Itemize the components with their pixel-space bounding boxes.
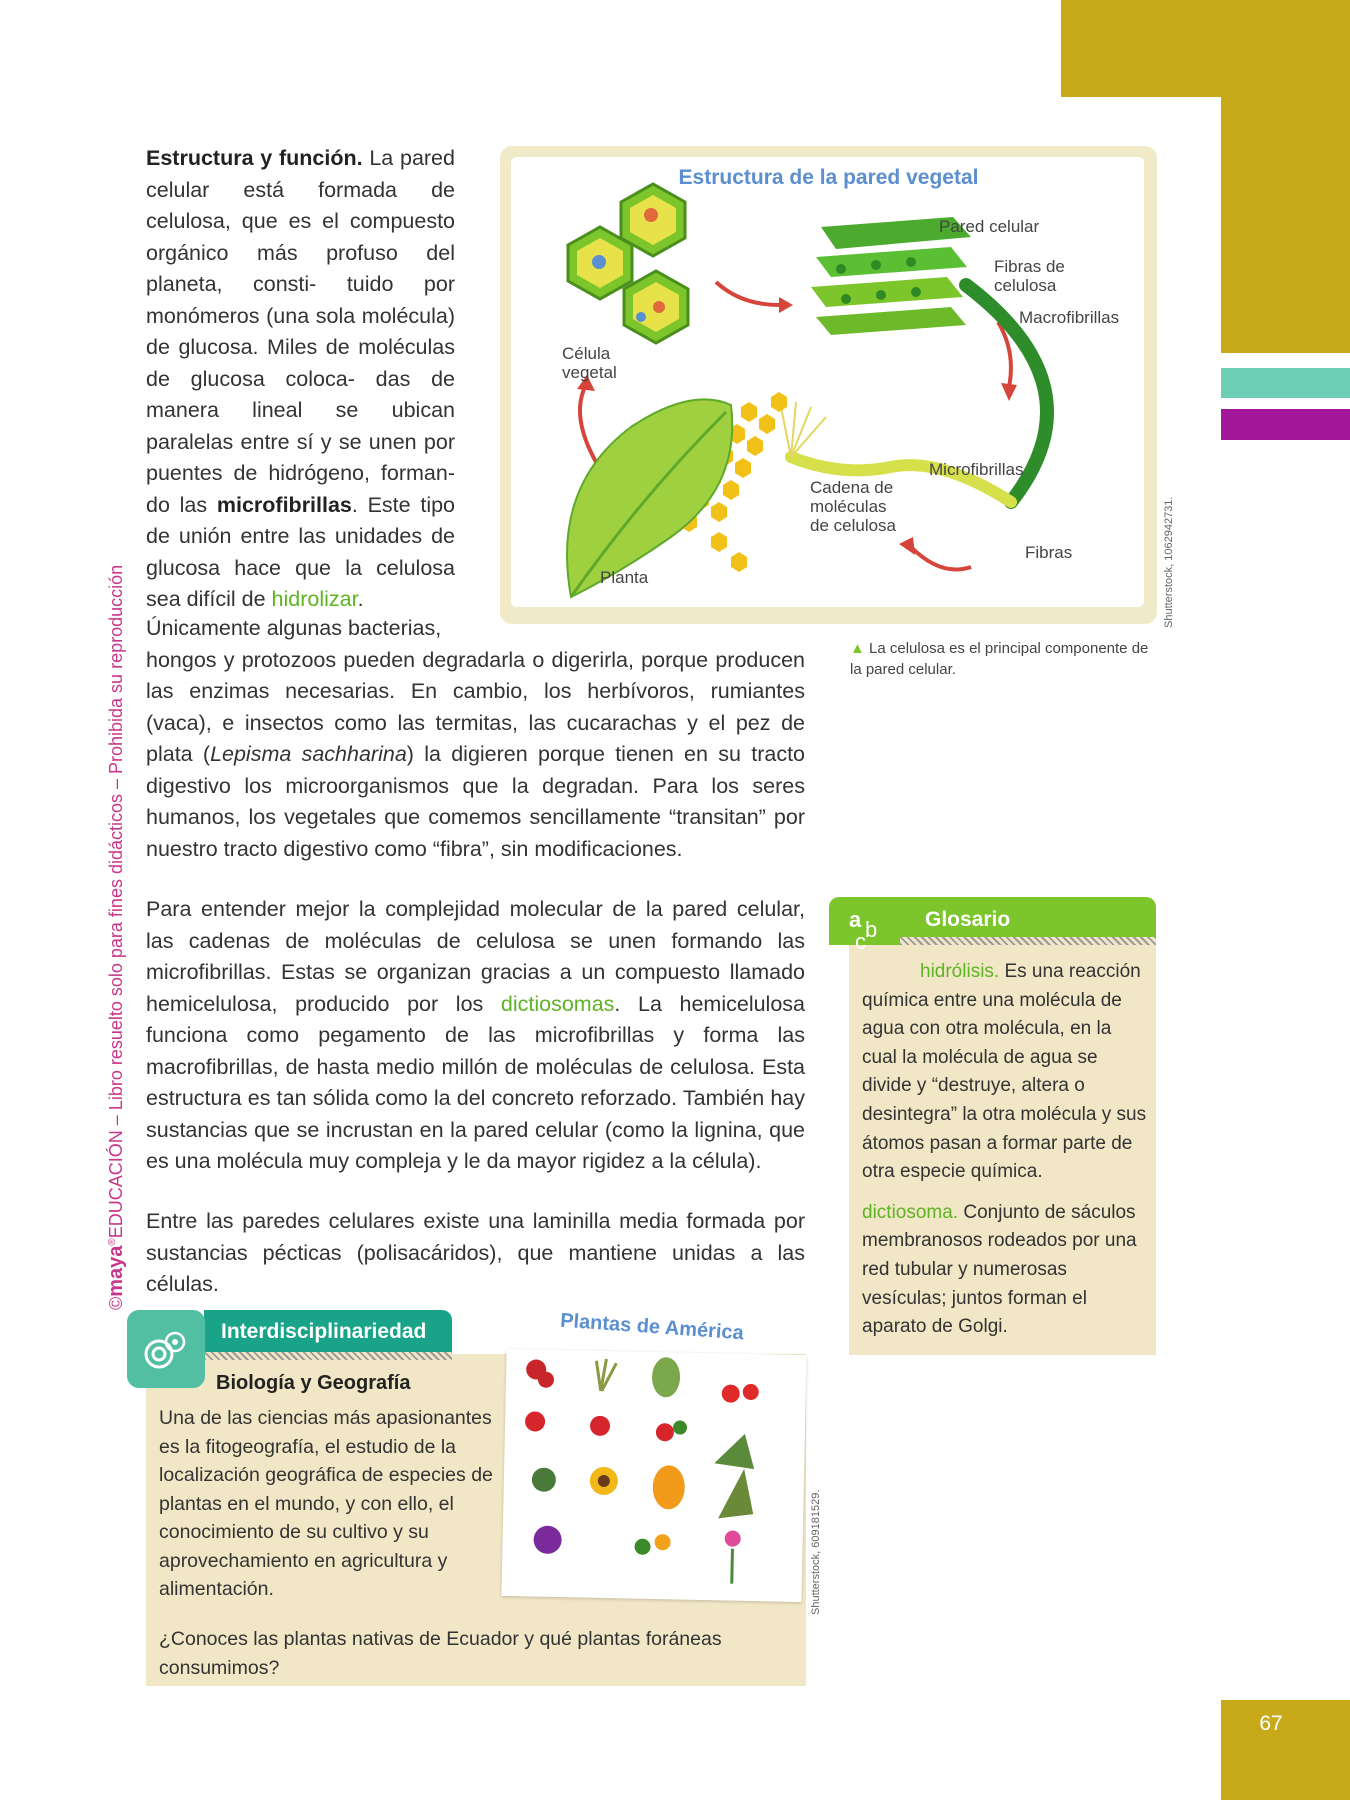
interdisciplinary-title: Interdisciplinariedad (221, 1320, 427, 1343)
glossary-term: hidrólisis. (920, 961, 1000, 982)
plant-cells-illustration (568, 184, 688, 343)
glossary-definition: Es una reacción química entre una molécula de agua con otra molécula, en la cual la molécula de agua se divide y “destruye, altera o desintegra” la otra molécula y sus átomos pasan a formar parte de otra especie química. (862, 961, 1147, 1183)
interdisciplinary-text: Una de las ciencias más apasionantes es la fitogeografía, el estudio de la localización geográfica de especies de plantas en el mundo, y con ello, el conocimiento de su cultivo y su aprovechamiento en agricultura y alimentación. (159, 1407, 493, 1600)
glossary-title: Glosario (925, 908, 1011, 931)
cell-wall-diagram (511, 157, 1144, 607)
intro-line: moléculas de glucosa coloca- (146, 335, 455, 391)
intro-line: La pared (369, 146, 455, 170)
intro-line: molécula) de glucosa. Miles de (146, 303, 455, 359)
paragraph-laminilla (146, 1206, 805, 1301)
intro-line: glucosa hace que la celulosa sea (146, 555, 455, 611)
figure-caption (850, 638, 1160, 680)
intro-line: do las (146, 492, 208, 517)
registered-mark: ® (107, 1238, 118, 1246)
corner-color-block (1061, 0, 1350, 97)
text-segment: ) la digieren porque tienen en su tracto digestivo los microorganismos que la degradan. Para los seres humanos, los vegetales que comemos sencillamente “transitan” por nuestro tracto digestivo como “fibra”, sin modificaciones. (146, 742, 805, 861)
intro-line: puentes de hidrógeno, forman- (146, 461, 455, 485)
link-hidrolizar[interactable]: hidrolizar (271, 587, 358, 611)
figure-title: Estructura de la pared vegetal (678, 166, 979, 189)
intro-line: difícil de (186, 587, 266, 611)
intro-line: de unión entre las unidades de (146, 524, 455, 548)
glossary-definition: Conjunto de sáculos membranosos rodeados por una red tubular y numerosas vesículas; juntos forman el aparato de Golgi. (862, 1201, 1137, 1338)
glossary-hatch (900, 937, 1156, 945)
paragraph-body (146, 645, 805, 866)
label-fibras-celulosa: Fibras de celulosa (994, 257, 1065, 295)
label-celula-vegetal: Célula vegetal (562, 344, 617, 382)
interdisciplinary-subtitle: Biología y Geografía (216, 1372, 411, 1394)
link-dictiosomas[interactable]: dictiosomas (500, 991, 615, 1016)
leaf-illustration (567, 399, 732, 597)
intro-line: paralelas entre sí y se unen por (146, 429, 455, 454)
intro-line: tuido por monómeros (una sola (146, 272, 455, 328)
glossary-entries (862, 958, 1150, 1342)
icon-letter: c (855, 929, 866, 954)
text-segment: hongos y protozoos pueden degradarla o digerirla, porque producen las enzimas necesarias. En cambio, los herbívoros, rumiantes (vaca), e insectos como las termitas, las cucarachas y el pez de plata ( (146, 647, 805, 766)
intro-line: . Este tipo (351, 492, 456, 517)
notice-text: EDUCACIÓN – Libro resuelto solo para fines didácticos – Prohibida su reproducción (106, 564, 126, 1239)
intro-line: das de manera lineal se ubican (146, 366, 456, 422)
label-cadena-celulosa: Cadena de moléculas de celulosa (810, 478, 897, 535)
text-segment: . La hemicelulosa funciona como pegamento de las microfibrillas y forma las macrofibrillas, de hasta medio millón de moléculas de celulosa. Esta estructura es tan sólida como la del concreto reforzado. También hay sustancias que se incrustan en la pared celular (como la lignina, que es una molécula muy compleja y le da mayor rigidez a la célula). (146, 991, 805, 1173)
paragraph-molecular (146, 894, 805, 1178)
plants-of-america-image (501, 1349, 806, 1602)
target-circles-icon (127, 1310, 205, 1388)
intro-line: celular está formada de celulosa, (146, 177, 455, 233)
brand-name: maya (105, 1245, 127, 1297)
edge-color-strip (1221, 97, 1350, 353)
copyright-symbol: © (106, 1296, 126, 1310)
plants-image-title: Plantas de América (559, 1309, 745, 1345)
caption-triangle-icon: ▲ (850, 640, 865, 657)
interdisciplinary-hatch (204, 1352, 452, 1360)
glossary-entry (862, 1199, 1150, 1342)
paragraph-digestion (146, 613, 805, 865)
paragraph-first-line: Únicamente algunas bacterias, (146, 616, 442, 640)
label-planta: Planta (600, 568, 649, 587)
page-number: 67 (1259, 1712, 1283, 1735)
glossary-entry (862, 958, 1150, 1187)
figure-credit: Shutterstock, 1062942731. (1163, 496, 1175, 628)
icon-letter: a (849, 907, 862, 932)
plants-credit: Shutterstock, 609181529. (810, 1489, 822, 1615)
text-segment: Para entender mejor la complejidad molecular de la pared celular, las cadenas de moléculas de celulosa se unen formando las microfibrillas. Estas se organizan gracias a un compuesto llamado hemicelulosa, producido por los (146, 897, 805, 1016)
label-pared-celular: Pared celular (939, 217, 1040, 236)
teal-tab (1221, 368, 1350, 398)
intro-line: . (357, 587, 364, 611)
intro-heading: Estructura y función. (146, 146, 363, 170)
plant-icons (522, 1354, 760, 1584)
intro-paragraph (146, 143, 455, 616)
icon-letter: b (865, 917, 878, 942)
glossary-term: dictiosoma. (862, 1201, 959, 1223)
magenta-tab (1221, 409, 1350, 440)
paragraph-text: Entre las paredes celulares existe una laminilla media formada por sustancias pécticas (polisacáridos), que mantiene unidas a las células. (146, 1209, 805, 1296)
species-name: Lepisma sachharina (210, 742, 407, 766)
label-fibras: Fibras (1025, 543, 1073, 562)
label-microfibrillas: Microfibrillas (929, 460, 1024, 479)
intro-line: más profuso del planeta, consti- (146, 240, 455, 296)
copyright-notice (105, 565, 128, 1310)
label-macrofibrillas: Macrofibrillas (1019, 308, 1120, 327)
term-microfibrillas: microfibrillas (216, 492, 352, 517)
intro-line: que es el compuesto orgánico (146, 209, 455, 265)
interdisciplinary-question: ¿Conoces las plantas nativas de Ecuador y qué plantas foráneas consumimos? (159, 1628, 722, 1679)
caption-text: La celulosa es el principal componente de la pared celular. (850, 640, 1149, 678)
